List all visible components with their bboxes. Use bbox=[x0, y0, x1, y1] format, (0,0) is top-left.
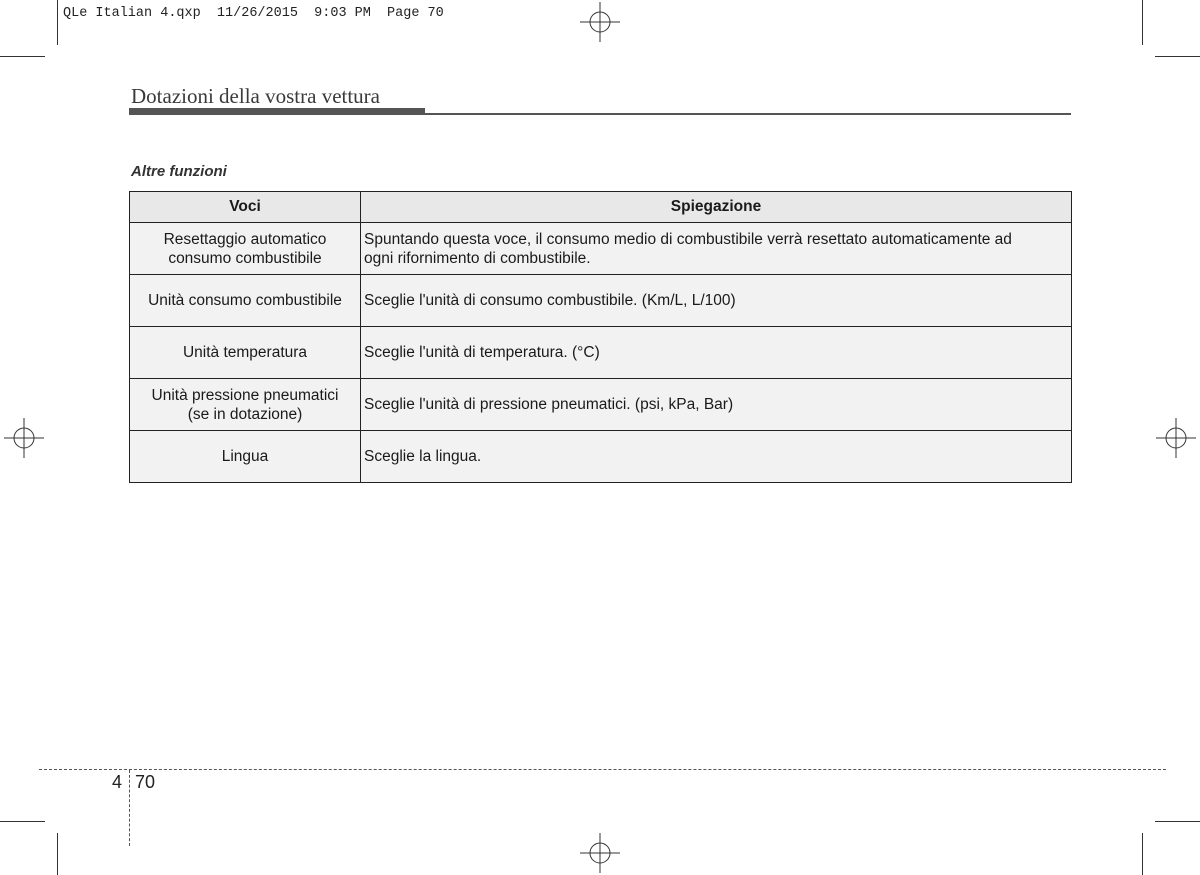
footer-dashed-divider bbox=[129, 770, 130, 846]
voce-cell: Unità consumo combustibile bbox=[130, 275, 361, 327]
voce-cell: Unità pressione pneumatici (se in dotazione) bbox=[130, 379, 361, 431]
voce-cell: Lingua bbox=[130, 431, 361, 483]
spiegazione-cell: Sceglie l'unità di pressione pneumatici. (psi, kPa, Bar) bbox=[361, 379, 1072, 431]
section-title: Dotazioni della vostra vettura bbox=[131, 84, 380, 108]
column-header-voci: Voci bbox=[130, 192, 361, 223]
footer-dashed-rule bbox=[39, 769, 1166, 770]
spiegazione-cell: Spuntando questa voce, il consumo medio di combustibile verrà resettato automaticamente ad ogni rifornimento di combustibile. bbox=[361, 223, 1072, 275]
table-row bbox=[130, 379, 1072, 431]
print-slug: QLe Italian 4.qxp 11/26/2015 9:03 PM Page 70 bbox=[63, 6, 444, 21]
page-number: 70 bbox=[135, 772, 156, 792]
table-header-row bbox=[130, 192, 1072, 223]
header-rule-thin bbox=[425, 113, 1071, 115]
subheading: Altre funzioni bbox=[131, 163, 227, 180]
spiegazione-cell: Sceglie l'unità di consumo combustibile. (Km/L, L/100) bbox=[361, 275, 1072, 327]
voce-cell: Unità temperatura bbox=[130, 327, 361, 379]
spiegazione-cell: Sceglie l'unità di temperatura. (°C) bbox=[361, 327, 1072, 379]
registration-mark-icon bbox=[580, 833, 620, 873]
column-header-spiegazione: Spiegazione bbox=[361, 192, 1072, 223]
spiegazione-cell: Sceglie la lingua. bbox=[361, 431, 1072, 483]
table-row bbox=[130, 223, 1072, 275]
table-row bbox=[130, 327, 1072, 379]
header-rule-thick bbox=[129, 108, 425, 115]
table-row bbox=[130, 275, 1072, 327]
voce-cell: Resettaggio automatico consumo combustibile bbox=[130, 223, 361, 275]
functions-table bbox=[129, 191, 1072, 483]
registration-mark-icon bbox=[580, 2, 620, 42]
registration-mark-icon bbox=[4, 418, 44, 458]
table-row bbox=[130, 431, 1072, 483]
chapter-number: 4 bbox=[112, 772, 123, 792]
registration-mark-icon bbox=[1156, 418, 1196, 458]
